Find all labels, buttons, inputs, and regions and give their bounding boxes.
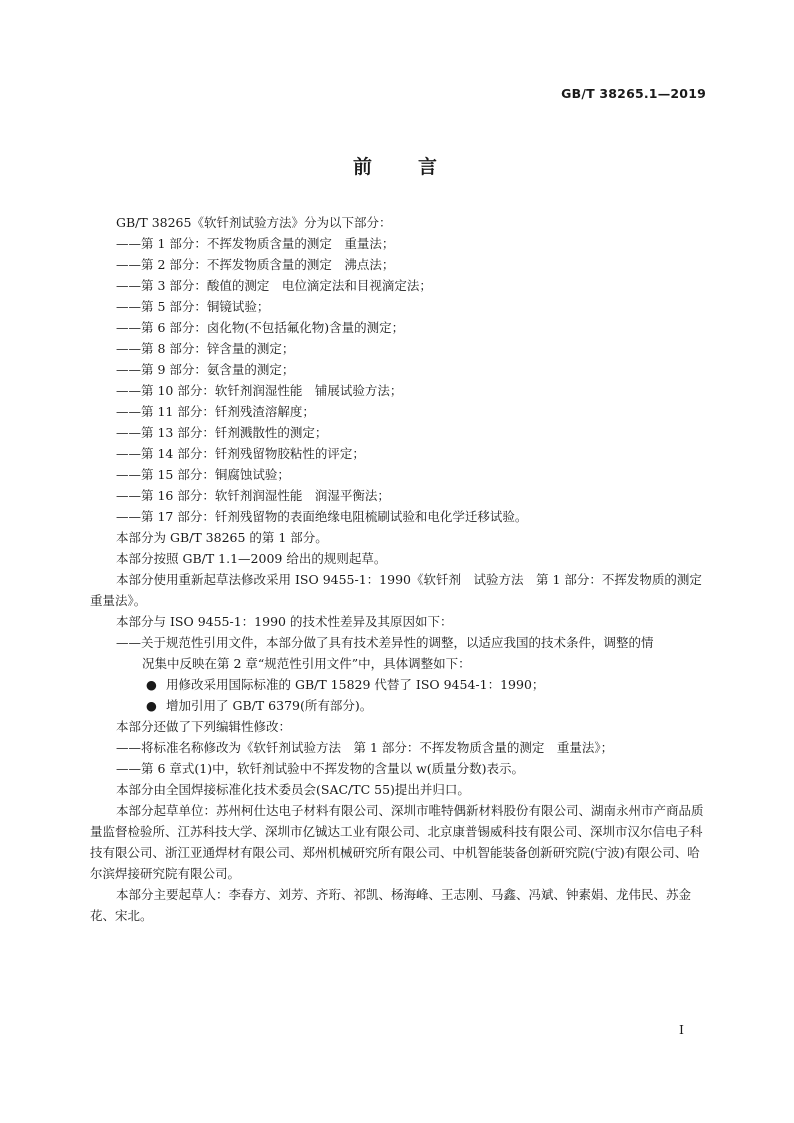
rules-paragraph: 本部分按照 GB/T 1.1—2009 给出的规则起草。: [116, 551, 387, 566]
part-item: ——第 5 部分：铜镜试验；: [116, 299, 270, 314]
bullet-icon: ●: [146, 677, 157, 692]
redraft-paragraph: 本部分使用重新起草法修改采用 ISO 9455-1：1990《软钎剂 试验方法 第 1 部分：不挥发物质的测定重量法》。: [90, 572, 702, 608]
part-item: ——第 6 部分：卤化物(不包括氟化物)含量的测定；: [116, 320, 405, 335]
bullet-item: [90, 674, 706, 695]
page-title: [0, 152, 794, 179]
part-item: ——第 2 部分：不挥发物质含量的测定 沸点法；: [116, 257, 395, 272]
part-item: ——第 13 部分：钎剂溅散性的测定；: [116, 425, 328, 440]
editorial-item: ——第 6 章式(1)中，软钎剂试验中不挥发物的含量以 w(质量分数)表示。: [116, 761, 525, 776]
editorial-paragraph: 本部分还做了下列编辑性修改：: [116, 719, 292, 734]
standard-code: GB/T 38265.1—2019: [561, 86, 706, 101]
bullet-text: 用修改采用国际标准的 GB/T 15829 代替了 ISO 9454-1：1990；: [166, 677, 545, 692]
difference-item: [90, 632, 706, 674]
part-item: ——第 11 部分：钎剂残渣溶解度；: [116, 404, 315, 419]
part-item: ——第 17 部分：钎剂残留物的表面绝缘电阻梳刷试验和电化学迁移试验。: [116, 509, 528, 524]
drafting-units-paragraph: 本部分起草单位：苏州柯仕达电子材料有限公司、深圳市唯特偶新材料股份有限公司、湖南永州市产商品质量监督检验所、江苏科技大学、深圳市亿铖达工业有限公司、北京康普锡威科技有限公司、深圳市汉尔信电子科技有限公司、浙江亚通焊材有限公司、郑州机械研究所有限公司、中机智能装备创新研究院(宁波)有限公司、哈尔滨焊接研究院有限公司。: [90, 803, 704, 881]
part-item: ——第 14 部分：钎剂残留物胶粘性的评定；: [116, 446, 365, 461]
bullet-text: 增加引用了 GB/T 6379(所有部分)。: [166, 698, 373, 713]
title-char-1: 前: [352, 156, 376, 178]
document-body: [90, 212, 706, 926]
intro-paragraph: GB/T 38265《软钎剂试验方法》分为以下部分：: [116, 215, 392, 230]
part1-paragraph: 本部分为 GB/T 38265 的第 1 部分。: [116, 530, 328, 545]
page-number: I: [679, 1022, 684, 1037]
proposed-paragraph: 本部分由全国焊接标准化技术委员会(SAC/TC 55)提出并归口。: [116, 782, 470, 797]
bullet-item: [90, 695, 706, 716]
part-item: ——第 8 部分：锌含量的测定；: [116, 341, 295, 356]
part-item: ——第 16 部分：软钎剂润湿性能 润湿平衡法；: [116, 488, 390, 503]
part-item: ——第 1 部分：不挥发物质含量的测定 重量法；: [116, 236, 395, 251]
part-item: ——第 15 部分：铜腐蚀试验；: [116, 467, 290, 482]
drafters-paragraph: 本部分主要起草人：李春方、刘芳、齐珩、祁凯、杨海峰、王志刚、马鑫、冯斌、钟素娟、龙伟民、苏金花、宋北。: [90, 887, 692, 923]
editorial-item: ——将标准名称修改为《软钎剂试验方法 第 1 部分：不挥发物质含量的测定 重量法》；: [116, 740, 614, 755]
part-item: ——第 9 部分：氨含量的测定；: [116, 362, 295, 377]
part-item: ——第 10 部分：软钎剂润湿性能 铺展试验方法；: [116, 383, 403, 398]
title-char-2: 言: [418, 156, 442, 178]
difference-item-line2: 况集中反映在第 2 章“规范性引用文件”中，具体调整如下：: [142, 656, 471, 671]
difference-item-line1: ——关于规范性引用文件，本部分做了具有技术差异性的调整，以适应我国的技术条件，调整的情: [116, 635, 654, 650]
differences-paragraph: 本部分与 ISO 9455-1：1990 的技术性差异及其原因如下：: [116, 614, 453, 629]
part-item: ——第 3 部分：酸值的测定 电位滴定法和目视滴定法；: [116, 278, 432, 293]
bullet-icon: ●: [146, 698, 157, 713]
